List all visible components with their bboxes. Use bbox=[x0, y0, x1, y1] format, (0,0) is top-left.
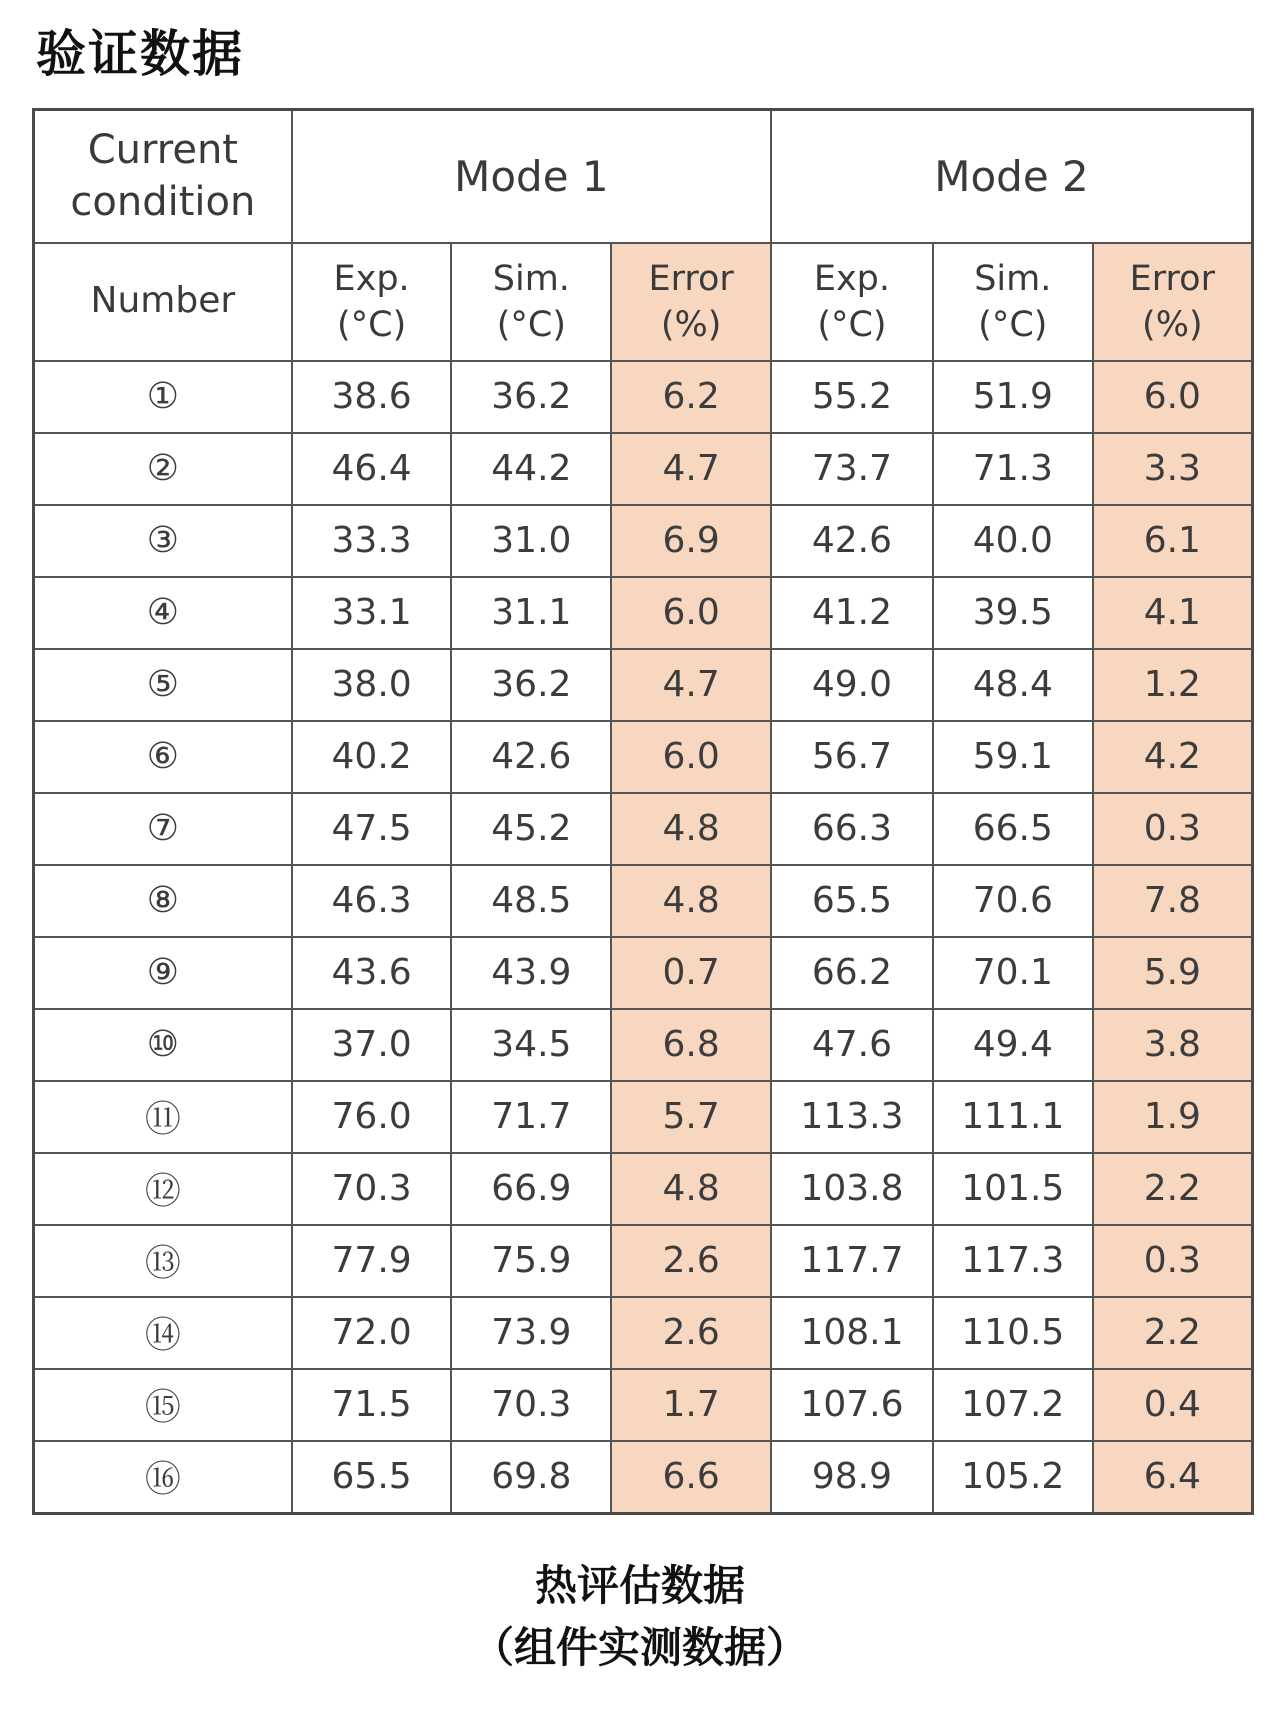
mode2-error-cell: 3.3 bbox=[1093, 433, 1253, 505]
table-row bbox=[34, 793, 1253, 865]
mode1-sim-cell: 75.9 bbox=[451, 1225, 611, 1297]
mode2-error-cell: 2.2 bbox=[1093, 1297, 1253, 1369]
mode1-exp-cell: 71.5 bbox=[292, 1369, 452, 1441]
mode1-sim-cell: 69.8 bbox=[451, 1441, 611, 1514]
table-row bbox=[34, 865, 1253, 937]
mode1-error-cell: 5.7 bbox=[611, 1081, 771, 1153]
mode2-error-cell: 4.1 bbox=[1093, 577, 1253, 649]
row-number-cell: ③ bbox=[34, 505, 292, 577]
mode1-exp-cell: 43.6 bbox=[292, 937, 452, 1009]
table-row bbox=[34, 1009, 1253, 1081]
row-number-cell: ⑦ bbox=[34, 793, 292, 865]
mode1-sim-cell: 44.2 bbox=[451, 433, 611, 505]
mode1-error-cell: 2.6 bbox=[611, 1297, 771, 1369]
table-row bbox=[34, 937, 1253, 1009]
mode2-error-cell: 4.2 bbox=[1093, 721, 1253, 793]
mode1-sim-cell: 70.3 bbox=[451, 1369, 611, 1441]
unit-pct-label: (%) bbox=[660, 304, 722, 345]
mode2-sim-cell: 66.5 bbox=[933, 793, 1093, 865]
sim-label: Sim. bbox=[974, 258, 1052, 299]
mode2-sim-cell: 51.9 bbox=[933, 361, 1093, 433]
exp-label: Exp. bbox=[333, 258, 410, 299]
current-condition-header: Current condition bbox=[34, 110, 292, 243]
mode2-exp-cell: 113.3 bbox=[771, 1081, 933, 1153]
unit-temp-label: (°C) bbox=[978, 304, 1048, 345]
mode1-header: Mode 1 bbox=[292, 110, 771, 243]
mode1-exp-cell: 33.1 bbox=[292, 577, 452, 649]
number-header-label: Number bbox=[90, 279, 236, 321]
mode2-sim-header bbox=[933, 243, 1093, 361]
mode1-error-cell: 6.2 bbox=[611, 361, 771, 433]
mode1-exp-cell: 46.3 bbox=[292, 865, 452, 937]
mode1-exp-cell: 46.4 bbox=[292, 433, 452, 505]
mode1-sim-cell: 66.9 bbox=[451, 1153, 611, 1225]
table-row bbox=[34, 1153, 1253, 1225]
row-number-cell: ⑭ bbox=[34, 1297, 292, 1369]
mode2-exp-cell: 108.1 bbox=[771, 1297, 933, 1369]
mode2-error-cell: 6.4 bbox=[1093, 1441, 1253, 1514]
mode1-error-cell: 4.8 bbox=[611, 793, 771, 865]
mode2-sim-cell: 48.4 bbox=[933, 649, 1093, 721]
mode2-exp-cell: 55.2 bbox=[771, 361, 933, 433]
mode1-sim-cell: 43.9 bbox=[451, 937, 611, 1009]
mode1-exp-cell: 72.0 bbox=[292, 1297, 452, 1369]
mode1-sim-cell: 48.5 bbox=[451, 865, 611, 937]
mode1-sim-cell: 31.0 bbox=[451, 505, 611, 577]
table-row bbox=[34, 1081, 1253, 1153]
mode1-error-cell: 6.8 bbox=[611, 1009, 771, 1081]
mode1-error-cell: 6.9 bbox=[611, 505, 771, 577]
mode2-sim-cell: 59.1 bbox=[933, 721, 1093, 793]
mode1-sim-cell: 31.1 bbox=[451, 577, 611, 649]
mode1-sim-cell: 71.7 bbox=[451, 1081, 611, 1153]
mode2-error-cell: 1.9 bbox=[1093, 1081, 1253, 1153]
mode1-error-cell: 4.8 bbox=[611, 865, 771, 937]
mode1-exp-cell: 37.0 bbox=[292, 1009, 452, 1081]
mode1-sim-cell: 45.2 bbox=[451, 793, 611, 865]
mode2-exp-cell: 41.2 bbox=[771, 577, 933, 649]
row-number-cell: ⑨ bbox=[34, 937, 292, 1009]
mode1-exp-cell: 33.3 bbox=[292, 505, 452, 577]
page-title: 验证数据 bbox=[36, 25, 244, 83]
row-number-cell: ② bbox=[34, 433, 292, 505]
row-number-cell: ⑬ bbox=[34, 1225, 292, 1297]
row-number-cell: ⑫ bbox=[34, 1153, 292, 1225]
number-header bbox=[34, 243, 292, 361]
row-number-cell: ⑪ bbox=[34, 1081, 292, 1153]
row-number-cell: ⑮ bbox=[34, 1369, 292, 1441]
row-number-cell: ④ bbox=[34, 577, 292, 649]
table-row bbox=[34, 433, 1253, 505]
mode2-sim-cell: 110.5 bbox=[933, 1297, 1093, 1369]
mode2-exp-cell: 65.5 bbox=[771, 865, 933, 937]
mode2-exp-header bbox=[771, 243, 933, 361]
unit-temp-label: (°C) bbox=[496, 304, 566, 345]
table-row bbox=[34, 1441, 1253, 1514]
mode2-exp-cell: 103.8 bbox=[771, 1153, 933, 1225]
mode1-error-cell: 6.0 bbox=[611, 721, 771, 793]
mode2-error-header bbox=[1093, 243, 1253, 361]
row-number-cell: ⑤ bbox=[34, 649, 292, 721]
mode1-exp-cell: 65.5 bbox=[292, 1441, 452, 1514]
mode2-exp-cell: 49.0 bbox=[771, 649, 933, 721]
mode2-exp-cell: 66.3 bbox=[771, 793, 933, 865]
mode1-error-cell: 6.6 bbox=[611, 1441, 771, 1514]
mode1-error-cell: 6.0 bbox=[611, 577, 771, 649]
mode2-exp-cell: 66.2 bbox=[771, 937, 933, 1009]
error-label: Error bbox=[648, 258, 734, 299]
mode2-sim-cell: 117.3 bbox=[933, 1225, 1093, 1297]
mode1-exp-cell: 38.0 bbox=[292, 649, 452, 721]
caption-title: 热评估数据 bbox=[534, 1561, 745, 1610]
caption-subtitle: （组件实测数据） bbox=[471, 1623, 808, 1672]
error-label: Error bbox=[1129, 258, 1215, 299]
mode1-exp-cell: 47.5 bbox=[292, 793, 452, 865]
mode2-sim-cell: 71.3 bbox=[933, 433, 1093, 505]
verification-data-table bbox=[32, 108, 1254, 1515]
table-row bbox=[34, 649, 1253, 721]
mode2-exp-cell: 56.7 bbox=[771, 721, 933, 793]
mode2-sim-cell: 70.6 bbox=[933, 865, 1093, 937]
mode1-exp-cell: 38.6 bbox=[292, 361, 452, 433]
mode1-exp-cell: 70.3 bbox=[292, 1153, 452, 1225]
table-row bbox=[34, 721, 1253, 793]
mode2-sim-cell: 70.1 bbox=[933, 937, 1093, 1009]
table-row bbox=[34, 1297, 1253, 1369]
mode2-exp-cell: 98.9 bbox=[771, 1441, 933, 1514]
mode2-sim-cell: 111.1 bbox=[933, 1081, 1093, 1153]
mode1-error-cell: 4.7 bbox=[611, 433, 771, 505]
mode2-error-cell: 6.1 bbox=[1093, 505, 1253, 577]
mode2-error-cell: 0.3 bbox=[1093, 793, 1253, 865]
mode2-exp-cell: 107.6 bbox=[771, 1369, 933, 1441]
unit-pct-label: (%) bbox=[1142, 304, 1203, 345]
mode1-error-cell: 4.7 bbox=[611, 649, 771, 721]
mode2-error-cell: 7.8 bbox=[1093, 865, 1253, 937]
mode2-error-cell: 0.3 bbox=[1093, 1225, 1253, 1297]
mode2-exp-cell: 73.7 bbox=[771, 433, 933, 505]
row-number-cell: ⑧ bbox=[34, 865, 292, 937]
mode1-sim-cell: 36.2 bbox=[451, 649, 611, 721]
mode2-error-cell: 5.9 bbox=[1093, 937, 1253, 1009]
mode1-exp-cell: 77.9 bbox=[292, 1225, 452, 1297]
unit-temp-label: (°C) bbox=[817, 304, 887, 345]
mode2-sim-cell: 49.4 bbox=[933, 1009, 1093, 1081]
row-number-cell: ① bbox=[34, 361, 292, 433]
table-row bbox=[34, 361, 1253, 433]
mode1-error-cell: 2.6 bbox=[611, 1225, 771, 1297]
mode1-sim-cell: 34.5 bbox=[451, 1009, 611, 1081]
mode1-sim-cell: 36.2 bbox=[451, 361, 611, 433]
exp-label: Exp. bbox=[813, 258, 891, 299]
table-body bbox=[34, 361, 1253, 1514]
mode2-sim-cell: 105.2 bbox=[933, 1441, 1093, 1514]
table-row bbox=[34, 505, 1253, 577]
mode1-error-header bbox=[611, 243, 771, 361]
mode2-sim-cell: 39.5 bbox=[933, 577, 1093, 649]
table-row bbox=[34, 1225, 1253, 1297]
mode1-sim-cell: 73.9 bbox=[451, 1297, 611, 1369]
mode2-error-cell: 3.8 bbox=[1093, 1009, 1253, 1081]
mode2-error-cell: 1.2 bbox=[1093, 649, 1253, 721]
mode1-exp-cell: 76.0 bbox=[292, 1081, 452, 1153]
mode2-error-cell: 2.2 bbox=[1093, 1153, 1253, 1225]
mode2-sim-cell: 40.0 bbox=[933, 505, 1093, 577]
mode1-error-cell: 1.7 bbox=[611, 1369, 771, 1441]
mode2-exp-cell: 117.7 bbox=[771, 1225, 933, 1297]
mode2-exp-cell: 42.6 bbox=[771, 505, 933, 577]
mode1-exp-cell: 40.2 bbox=[292, 721, 452, 793]
table-row bbox=[34, 1369, 1253, 1441]
mode1-error-cell: 0.7 bbox=[611, 937, 771, 1009]
unit-temp-label: (°C) bbox=[336, 304, 407, 345]
row-number-cell: ⑥ bbox=[34, 721, 292, 793]
mode2-header: Mode 2 bbox=[771, 110, 1253, 243]
mode1-error-cell: 4.8 bbox=[611, 1153, 771, 1225]
table-row bbox=[34, 577, 1253, 649]
mode2-sim-cell: 101.5 bbox=[933, 1153, 1093, 1225]
mode2-exp-cell: 47.6 bbox=[771, 1009, 933, 1081]
row-number-cell: ⑯ bbox=[34, 1441, 292, 1514]
mode2-error-cell: 0.4 bbox=[1093, 1369, 1253, 1441]
sim-label: Sim. bbox=[492, 258, 570, 299]
mode2-sim-cell: 107.2 bbox=[933, 1369, 1093, 1441]
row-number-cell: ⑩ bbox=[34, 1009, 292, 1081]
mode2-error-cell: 6.0 bbox=[1093, 361, 1253, 433]
mode1-sim-cell: 42.6 bbox=[451, 721, 611, 793]
mode1-sim-header bbox=[451, 243, 611, 361]
mode1-exp-header bbox=[292, 243, 452, 361]
